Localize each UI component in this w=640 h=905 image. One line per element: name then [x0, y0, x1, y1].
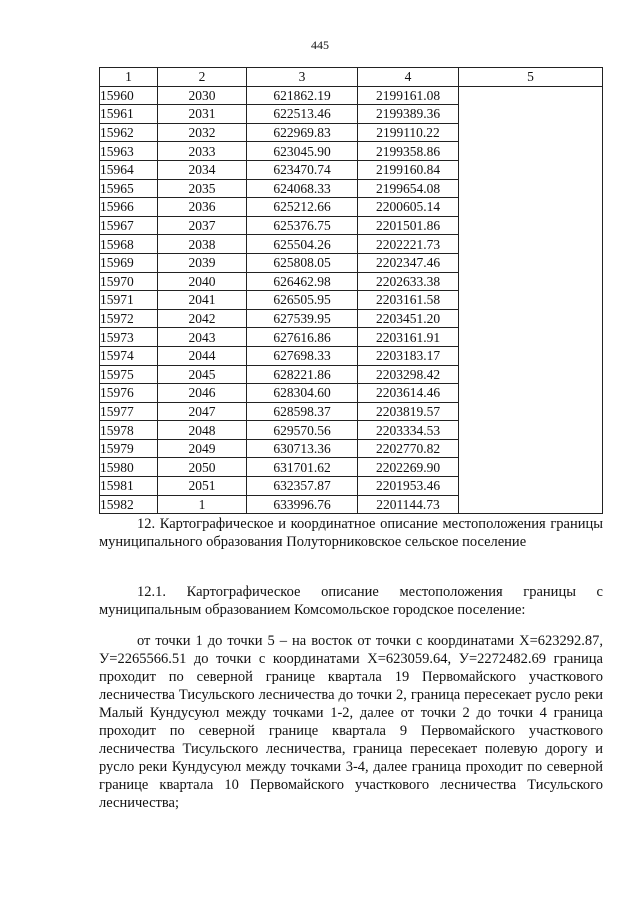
- cell-x: 627539.95: [247, 309, 358, 328]
- cell-y: 2203614.46: [358, 384, 459, 403]
- cell-point: 2031: [158, 105, 247, 124]
- cell-x: 621862.19: [247, 86, 358, 105]
- cell-number: 15968: [100, 235, 158, 254]
- cell-x: 628598.37: [247, 402, 358, 421]
- cell-point: 2050: [158, 458, 247, 477]
- cell-point: 2041: [158, 291, 247, 310]
- cell-y: 2203334.53: [358, 421, 459, 440]
- cell-number: 15980: [100, 458, 158, 477]
- cell-y: 2199110.22: [358, 123, 459, 142]
- cell-y: 2199389.36: [358, 105, 459, 124]
- cell-point: 2032: [158, 123, 247, 142]
- cell-number: 15961: [100, 105, 158, 124]
- cell-x: 627616.86: [247, 328, 358, 347]
- section-12-heading: [99, 515, 603, 551]
- cell-number: 15966: [100, 198, 158, 217]
- cell-point: 2045: [158, 365, 247, 384]
- cell-number: 15982: [100, 495, 158, 514]
- cell-x: 628304.60: [247, 384, 358, 403]
- cell-point: 1: [158, 495, 247, 514]
- page-number: 445: [311, 38, 329, 52]
- cell-number: 15967: [100, 216, 158, 235]
- cell-y: 2203819.57: [358, 402, 459, 421]
- cell-y: 2203298.42: [358, 365, 459, 384]
- cell-number: 15975: [100, 365, 158, 384]
- cell-y: 2202269.90: [358, 458, 459, 477]
- cell-x: 630713.36: [247, 439, 358, 458]
- cell-y: 2203161.58: [358, 291, 459, 310]
- cell-y: 2203183.17: [358, 346, 459, 365]
- cell-x: 631701.62: [247, 458, 358, 477]
- cell-number: 15970: [100, 272, 158, 291]
- boundary-description-text: от точки 1 до точки 5 – на восток от точки с координатами X=623292.87, У=2265566.51 до точки с координатами X=623059.64, У=2272482.69 граница проходит по северной границе квартала 19 Первомайского участкового лесничества Тисульского лесничества до точки 2, граница пересекает русло реки Малый Кундусуюл между точками 1-2, далее от точки 2 до точки 4 граница проходит по северной границе квартала 9 Первомайского участкового лесничества Тисульского лесничества, граница пересекает полевую дорогу и русло реки Кундусуюл между точками 3-4, далее граница проходит по северной границе квартала 10 Первомайского участкового лесничества Тисульского лесничества;: [99, 633, 603, 811]
- section-12-1-heading: [99, 583, 603, 619]
- cell-number: 15972: [100, 309, 158, 328]
- cell-point: 2037: [158, 216, 247, 235]
- cell-point: 2033: [158, 142, 247, 161]
- header-col-3: 3: [247, 68, 358, 87]
- cell-number: 15973: [100, 328, 158, 347]
- cell-y: 2199160.84: [358, 160, 459, 179]
- header-col-2: 2: [158, 68, 247, 87]
- cell-x: 622513.46: [247, 105, 358, 124]
- cell-x: 626505.95: [247, 291, 358, 310]
- header-col-1: 1: [100, 68, 158, 87]
- table-row: [100, 86, 603, 105]
- cell-x: 626462.98: [247, 272, 358, 291]
- cell-y: 2202221.73: [358, 235, 459, 254]
- cell-point: 2034: [158, 160, 247, 179]
- cell-x: 625376.75: [247, 216, 358, 235]
- cell-point: 2044: [158, 346, 247, 365]
- cell-x: 632357.87: [247, 477, 358, 496]
- cell-point: 2040: [158, 272, 247, 291]
- cell-point: 2030: [158, 86, 247, 105]
- cell-number: 15969: [100, 253, 158, 272]
- table-header-row: [100, 68, 603, 87]
- cell-y: 2201144.73: [358, 495, 459, 514]
- cell-y: 2201501.86: [358, 216, 459, 235]
- cell-point: 2051: [158, 477, 247, 496]
- cell-x: 627698.33: [247, 346, 358, 365]
- cell-x: 625504.26: [247, 235, 358, 254]
- cell-point: 2043: [158, 328, 247, 347]
- cell-point: 2049: [158, 439, 247, 458]
- cell-y: 2199654.08: [358, 179, 459, 198]
- section-12-text: 12. Картографическое и координатное описание местоположения границы муниципального образования Полуторниковское сельское поселение: [99, 516, 603, 550]
- coordinates-table: [99, 67, 603, 514]
- table-body: [100, 86, 603, 514]
- cell-y: 2202633.38: [358, 272, 459, 291]
- cell-number: 15979: [100, 439, 158, 458]
- cell-x: 625212.66: [247, 198, 358, 217]
- cell-x: 623470.74: [247, 160, 358, 179]
- cell-x: 633996.76: [247, 495, 358, 514]
- cell-number: 15965: [100, 179, 158, 198]
- cell-y: 2203161.91: [358, 328, 459, 347]
- header-col-4: 4: [358, 68, 459, 87]
- cell-number: 15974: [100, 346, 158, 365]
- cell-point: 2035: [158, 179, 247, 198]
- cell-y: 2202770.82: [358, 439, 459, 458]
- cell-number: 15962: [100, 123, 158, 142]
- cell-y: 2199161.08: [358, 86, 459, 105]
- cell-number: 15971: [100, 291, 158, 310]
- cell-y: 2203451.20: [358, 309, 459, 328]
- cell-number: 15960: [100, 86, 158, 105]
- cell-point: 2038: [158, 235, 247, 254]
- cell-x: 622969.83: [247, 123, 358, 142]
- cell-y: 2200605.14: [358, 198, 459, 217]
- cell-number: 15978: [100, 421, 158, 440]
- cell-point: 2047: [158, 402, 247, 421]
- cell-x: 623045.90: [247, 142, 358, 161]
- cell-number: 15963: [100, 142, 158, 161]
- cell-point: 2048: [158, 421, 247, 440]
- cell-number: 15981: [100, 477, 158, 496]
- cell-number: 15976: [100, 384, 158, 403]
- cell-point: 2042: [158, 309, 247, 328]
- header-col-5: 5: [459, 68, 603, 87]
- cell-point: 2039: [158, 253, 247, 272]
- cell-number: 15977: [100, 402, 158, 421]
- cell-number: 15964: [100, 160, 158, 179]
- cell-notes: [459, 86, 603, 514]
- cell-x: 625808.05: [247, 253, 358, 272]
- cell-point: 2046: [158, 384, 247, 403]
- cell-y: 2201953.46: [358, 477, 459, 496]
- cell-y: 2202347.46: [358, 253, 459, 272]
- boundary-description: [99, 632, 603, 812]
- section-12-1-text: 12.1. Картографическое описание местоположения границы с муниципальным образованием Комсомольское городское поселение:: [99, 584, 603, 618]
- cell-x: 628221.86: [247, 365, 358, 384]
- cell-x: 629570.56: [247, 421, 358, 440]
- cell-x: 624068.33: [247, 179, 358, 198]
- cell-y: 2199358.86: [358, 142, 459, 161]
- cell-point: 2036: [158, 198, 247, 217]
